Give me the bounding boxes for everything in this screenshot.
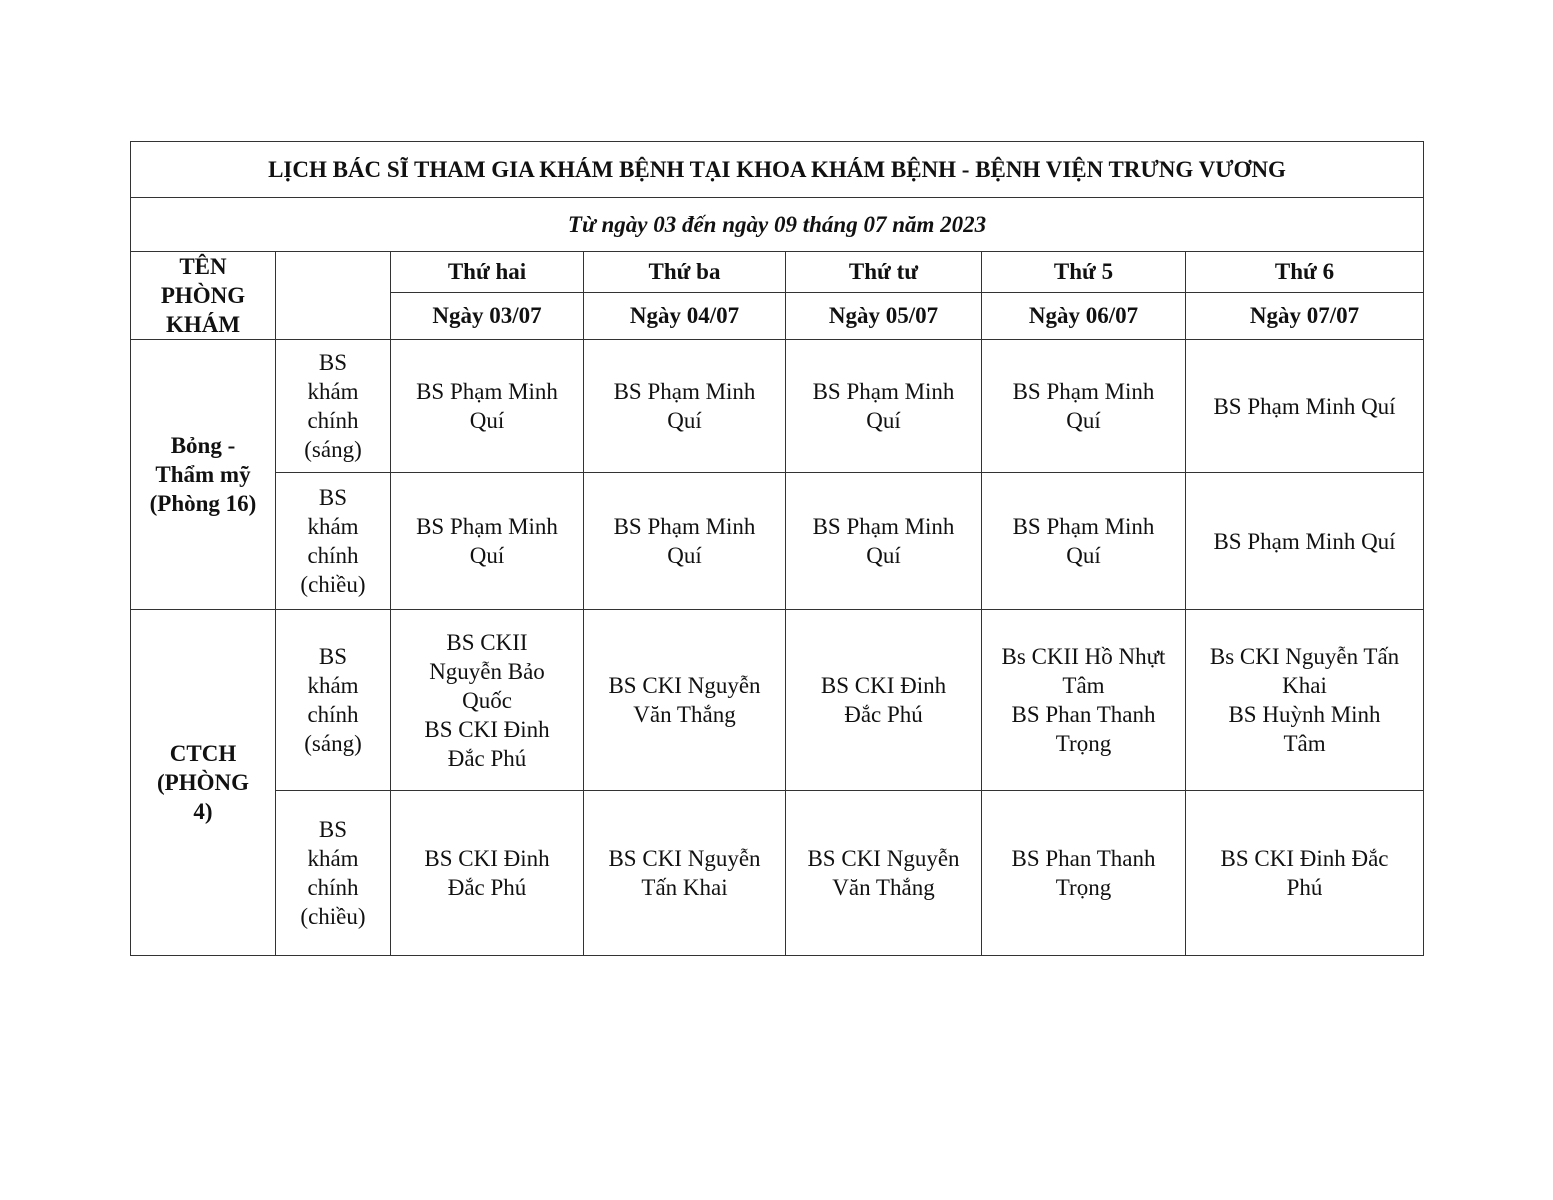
- shift-label-line: (chiều): [300, 572, 366, 597]
- doctor-line: BS Phạm Minh: [416, 514, 558, 539]
- doctor-cell: [391, 791, 584, 956]
- doctor-line: Bs CKI Nguyễn Tấn: [1209, 644, 1400, 669]
- doctor-line: Quốc: [462, 687, 512, 713]
- shift-label-line: chính: [307, 702, 359, 727]
- shift-label-cell: [276, 473, 391, 610]
- doctor-cell: [391, 473, 584, 610]
- doctor-line: Văn Thắng: [633, 702, 736, 727]
- shift-label-cell: [276, 340, 391, 473]
- shift-label-line: chính: [307, 875, 359, 900]
- doctor-line: BS Phạm Minh: [812, 379, 955, 404]
- doctor-cell: [786, 791, 982, 956]
- doctor-line: BS CKI Nguyễn: [608, 673, 761, 698]
- doctor-cell: [982, 791, 1186, 956]
- doctor-line: BS CKI Đinh Đắc: [1220, 846, 1389, 871]
- shift-label-line: (chiều): [300, 904, 366, 929]
- doctor-line: Tấn Khai: [641, 875, 728, 900]
- doctor-line: Bs CKII Hồ Nhựt: [1001, 644, 1166, 669]
- doctor-line: Quí: [667, 408, 702, 433]
- doctor-line: Trọng: [1055, 731, 1112, 756]
- doctor-line: Văn Thắng: [832, 875, 935, 900]
- room-name-line: (PHÒNG: [157, 770, 249, 795]
- doctor-line: Quí: [667, 543, 702, 568]
- shift-label-line: chính: [307, 408, 359, 433]
- shift-label-line: BS: [318, 485, 348, 510]
- room-name-line: Bỏng -: [170, 433, 236, 458]
- doctor-cell: [1186, 610, 1424, 791]
- shift-label-line: BS: [318, 817, 348, 842]
- doctor-line: Tâm: [1062, 673, 1105, 698]
- doctor-cell: [1186, 473, 1424, 610]
- doctor-cell: [786, 610, 982, 791]
- doctor-line: BS Phạm Minh Quí: [1213, 528, 1396, 554]
- doctor-line: BS Phạm Minh: [416, 379, 558, 404]
- doctor-line: Quí: [469, 543, 505, 568]
- room-header-line: TÊN: [179, 254, 227, 279]
- shift-label-line: BS: [318, 350, 348, 375]
- doctor-line: BS Huỳnh Minh: [1228, 702, 1381, 727]
- doctor-cell: [982, 610, 1186, 791]
- room-name-header: [131, 252, 276, 340]
- doctor-line: BS Phạm Minh: [1012, 514, 1155, 539]
- doctor-cell: [1186, 791, 1424, 956]
- shift-label-line: chính: [307, 543, 359, 568]
- doctor-cell: [786, 473, 982, 610]
- doctor-line: Tâm: [1283, 731, 1326, 756]
- shift-label-cell: [276, 610, 391, 791]
- doctor-line: BS Phạm Minh: [613, 379, 756, 404]
- room-name-line: CTCH: [169, 741, 237, 766]
- doctor-cell: [982, 340, 1186, 473]
- doctor-line: Đắc Phú: [844, 702, 923, 727]
- doctor-cell: [584, 791, 786, 956]
- room-name-cell: [131, 610, 276, 956]
- shift-label-line: khám: [307, 673, 359, 698]
- doctor-cell: [584, 340, 786, 473]
- doctor-line: Trọng: [1055, 875, 1112, 900]
- doctor-cell: [584, 473, 786, 610]
- shift-header-empty: [276, 252, 391, 340]
- shift-label-line: khám: [307, 514, 359, 539]
- doctor-line: BS CKI Nguyễn: [608, 846, 761, 871]
- room-header-line: KHÁM: [165, 312, 241, 337]
- doctor-cell: [786, 340, 982, 473]
- weekday-header: Thứ ba: [584, 252, 786, 293]
- room-header-line: PHÒNG: [160, 283, 246, 308]
- room-name-line: (Phòng 16): [149, 491, 257, 516]
- room-name-line: 4): [193, 799, 213, 824]
- weekday-header: Thứ 6: [1186, 252, 1424, 293]
- doctor-line: BS Phan Thanh: [1011, 702, 1156, 727]
- doctor-line: BS CKI Đinh: [424, 716, 550, 742]
- doctor-cell: [391, 340, 584, 473]
- doctor-line: Quí: [866, 408, 901, 433]
- date-header: Ngày 07/07: [1186, 292, 1424, 339]
- doctor-cell: [1186, 340, 1424, 473]
- doctor-line: Đắc Phú: [447, 745, 527, 771]
- doctor-line: BS CKI Đinh: [820, 673, 947, 698]
- date-header: Ngày 03/07: [391, 292, 584, 339]
- room-name-line: Thẩm mỹ: [155, 462, 251, 487]
- doctor-cell: [584, 610, 786, 791]
- date-header: Ngày 06/07: [982, 292, 1186, 339]
- doctor-line: BS Phan Thanh: [1011, 846, 1156, 871]
- doctor-line: BS CKII: [446, 629, 528, 655]
- doctor-line: BS Phạm Minh: [812, 514, 955, 539]
- doctor-line: BS CKI Đinh: [424, 846, 550, 871]
- schedule-title: LỊCH BÁC SĨ THAM GIA KHÁM BỆNH TẠI KHOA KHÁM BỆNH - BỆNH VIỆN TRƯNG VƯƠNG: [131, 142, 1424, 198]
- doctor-line: Quí: [469, 408, 505, 433]
- shift-label-line: khám: [307, 379, 359, 404]
- doctor-cell: [982, 473, 1186, 610]
- doctor-line: BS Phạm Minh: [613, 514, 756, 539]
- weekday-header: Thứ 5: [982, 252, 1186, 293]
- doctor-line: Quí: [1066, 408, 1101, 433]
- date-header: Ngày 04/07: [584, 292, 786, 339]
- weekday-header: Thứ tư: [786, 252, 982, 293]
- doctor-line: BS CKI Nguyễn: [807, 846, 960, 871]
- weekday-header: Thứ hai: [391, 252, 584, 293]
- date-header: Ngày 05/07: [786, 292, 982, 339]
- doctor-line: Đắc Phú: [447, 875, 527, 900]
- doctor-line: BS Phạm Minh: [1012, 379, 1155, 404]
- room-name-cell: [131, 340, 276, 610]
- shift-label-cell: [276, 791, 391, 956]
- doctor-line: BS Phạm Minh Quí: [1213, 393, 1396, 419]
- shift-label-line: BS: [318, 644, 348, 669]
- doctor-line: Khai: [1282, 673, 1327, 698]
- shift-label-line: khám: [307, 846, 359, 871]
- shift-label-line: (sáng): [304, 731, 362, 756]
- date-range-subtitle: Từ ngày 03 đến ngày 09 tháng 07 năm 2023: [131, 198, 1424, 252]
- shift-label-line: (sáng): [304, 437, 362, 462]
- schedule-table: [130, 141, 1424, 956]
- doctor-line: Quí: [1066, 543, 1101, 568]
- doctor-line: Quí: [866, 543, 901, 568]
- doctor-line: Nguyễn Bảo: [429, 658, 545, 684]
- doctor-cell: [391, 610, 584, 791]
- doctor-line: Phú: [1286, 875, 1323, 900]
